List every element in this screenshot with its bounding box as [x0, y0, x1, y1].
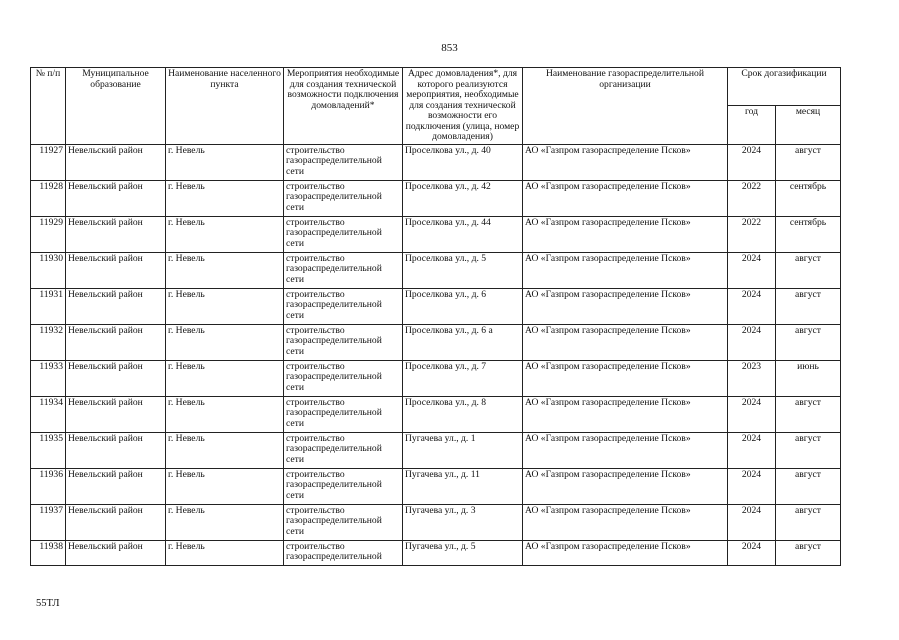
table-body — [31, 144, 841, 565]
organization-cell: АО «Газпром газораспределение Псков» — [523, 324, 728, 360]
month-cell: август — [776, 468, 841, 504]
header-num: № п/п — [31, 68, 66, 145]
month-cell: август — [776, 288, 841, 324]
header-municipality: Муниципальное образование — [66, 68, 166, 145]
settlement-cell: г. Невель — [166, 180, 284, 216]
header-deadline: Срок догазификации — [728, 68, 841, 106]
header-settlement: Наименование населенного пункта — [166, 68, 284, 145]
row-number: 11932 — [31, 324, 66, 360]
organization-cell: АО «Газпром газораспределение Псков» — [523, 432, 728, 468]
year-cell: 2024 — [728, 396, 776, 432]
row-number: 11934 — [31, 396, 66, 432]
year-cell: 2022 — [728, 180, 776, 216]
activity-cell: строительство газораспределительной сети — [284, 396, 403, 432]
page-number: 853 — [441, 42, 458, 54]
organization-cell: АО «Газпром газораспределение Псков» — [523, 144, 728, 180]
address-cell: Проселкова ул., д. 42 — [403, 180, 523, 216]
organization-cell: АО «Газпром газораспределение Псков» — [523, 360, 728, 396]
month-cell: август — [776, 504, 841, 540]
settlement-cell: г. Невель — [166, 324, 284, 360]
address-cell: Проселкова ул., д. 7 — [403, 360, 523, 396]
address-cell: Пугачева ул., д. 3 — [403, 504, 523, 540]
header-year: год — [728, 106, 776, 144]
table-row — [31, 468, 841, 504]
year-cell: 2023 — [728, 360, 776, 396]
organization-cell: АО «Газпром газораспределение Псков» — [523, 468, 728, 504]
row-number: 11928 — [31, 180, 66, 216]
month-cell: сентябрь — [776, 180, 841, 216]
row-number: 11930 — [31, 252, 66, 288]
year-cell: 2024 — [728, 540, 776, 565]
header-address: Адрес домовладения*, для которого реализуются мероприятия, необходимые для создания технической возможности его подключения (улица, номер домовладения) — [403, 68, 523, 145]
row-number: 11938 — [31, 540, 66, 565]
municipality-cell: Невельский район — [66, 540, 166, 565]
table-row — [31, 144, 841, 180]
organization-cell: АО «Газпром газораспределение Псков» — [523, 288, 728, 324]
footer-code: 55ТЛ — [36, 598, 60, 609]
month-cell: август — [776, 432, 841, 468]
organization-cell: АО «Газпром газораспределение Псков» — [523, 504, 728, 540]
settlement-cell: г. Невель — [166, 396, 284, 432]
organization-cell: АО «Газпром газораспределение Псков» — [523, 396, 728, 432]
address-cell: Пугачева ул., д. 5 — [403, 540, 523, 565]
organization-cell: АО «Газпром газораспределение Псков» — [523, 216, 728, 252]
row-number: 11929 — [31, 216, 66, 252]
table-row — [31, 252, 841, 288]
municipality-cell: Невельский район — [66, 360, 166, 396]
table-row — [31, 216, 841, 252]
activity-cell: строительство газораспределительной сети — [284, 468, 403, 504]
header-month: месяц — [776, 106, 841, 144]
activity-cell: строительство газораспределительной сети — [284, 252, 403, 288]
activity-cell: строительство газораспределительной — [284, 540, 403, 565]
municipality-cell: Невельский район — [66, 432, 166, 468]
year-cell: 2024 — [728, 252, 776, 288]
row-number: 11936 — [31, 468, 66, 504]
activity-cell: строительство газораспределительной сети — [284, 144, 403, 180]
year-cell: 2024 — [728, 432, 776, 468]
month-cell: сентябрь — [776, 216, 841, 252]
row-number: 11935 — [31, 432, 66, 468]
municipality-cell: Невельский район — [66, 288, 166, 324]
table-row — [31, 288, 841, 324]
month-cell: июнь — [776, 360, 841, 396]
year-cell: 2024 — [728, 144, 776, 180]
year-cell: 2022 — [728, 216, 776, 252]
row-number: 11933 — [31, 360, 66, 396]
settlement-cell: г. Невель — [166, 504, 284, 540]
municipality-cell: Невельский район — [66, 252, 166, 288]
row-number: 11937 — [31, 504, 66, 540]
table-row — [31, 432, 841, 468]
table-row — [31, 540, 841, 565]
activity-cell: строительство газораспределительной сети — [284, 288, 403, 324]
settlement-cell: г. Невель — [166, 288, 284, 324]
activity-cell: строительство газораспределительной сети — [284, 216, 403, 252]
month-cell: август — [776, 324, 841, 360]
header-activities: Мероприятия необходимые для создания технической возможности подключения домовладений* — [284, 68, 403, 145]
municipality-cell: Невельский район — [66, 396, 166, 432]
municipality-cell: Невельский район — [66, 504, 166, 540]
municipality-cell: Невельский район — [66, 144, 166, 180]
activity-cell: строительство газораспределительной сети — [284, 324, 403, 360]
address-cell: Проселкова ул., д. 6 — [403, 288, 523, 324]
activity-cell: строительство газораспределительной сети — [284, 360, 403, 396]
address-cell: Пугачева ул., д. 1 — [403, 432, 523, 468]
table-row — [31, 324, 841, 360]
year-cell: 2024 — [728, 324, 776, 360]
settlement-cell: г. Невель — [166, 432, 284, 468]
table-row — [31, 360, 841, 396]
address-cell: Пугачева ул., д. 11 — [403, 468, 523, 504]
row-number: 11931 — [31, 288, 66, 324]
settlement-cell: г. Невель — [166, 468, 284, 504]
settlement-cell: г. Невель — [166, 216, 284, 252]
year-cell: 2024 — [728, 288, 776, 324]
year-cell: 2024 — [728, 468, 776, 504]
address-cell: Проселкова ул., д. 5 — [403, 252, 523, 288]
month-cell: август — [776, 144, 841, 180]
address-cell: Проселкова ул., д. 6 а — [403, 324, 523, 360]
municipality-cell: Невельский район — [66, 468, 166, 504]
table-row — [31, 504, 841, 540]
activity-cell: строительство газораспределительной сети — [284, 180, 403, 216]
activity-cell: строительство газораспределительной сети — [284, 504, 403, 540]
address-cell: Проселкова ул., д. 8 — [403, 396, 523, 432]
settlement-cell: г. Невель — [166, 360, 284, 396]
municipality-cell: Невельский район — [66, 216, 166, 252]
month-cell: август — [776, 396, 841, 432]
settlement-cell: г. Невель — [166, 144, 284, 180]
settlement-cell: г. Невель — [166, 540, 284, 565]
table-row — [31, 180, 841, 216]
activity-cell: строительство газораспределительной сети — [284, 432, 403, 468]
organization-cell: АО «Газпром газораспределение Псков» — [523, 540, 728, 565]
row-number: 11927 — [31, 144, 66, 180]
month-cell: август — [776, 252, 841, 288]
month-cell: август — [776, 540, 841, 565]
gasification-table — [30, 67, 841, 566]
year-cell: 2024 — [728, 504, 776, 540]
address-cell: Проселкова ул., д. 44 — [403, 216, 523, 252]
address-cell: Проселкова ул., д. 40 — [403, 144, 523, 180]
table-row — [31, 396, 841, 432]
header-org: Наименование газораспределительной организации — [523, 68, 728, 145]
municipality-cell: Невельский район — [66, 180, 166, 216]
organization-cell: АО «Газпром газораспределение Псков» — [523, 252, 728, 288]
settlement-cell: г. Невель — [166, 252, 284, 288]
organization-cell: АО «Газпром газораспределение Псков» — [523, 180, 728, 216]
municipality-cell: Невельский район — [66, 324, 166, 360]
